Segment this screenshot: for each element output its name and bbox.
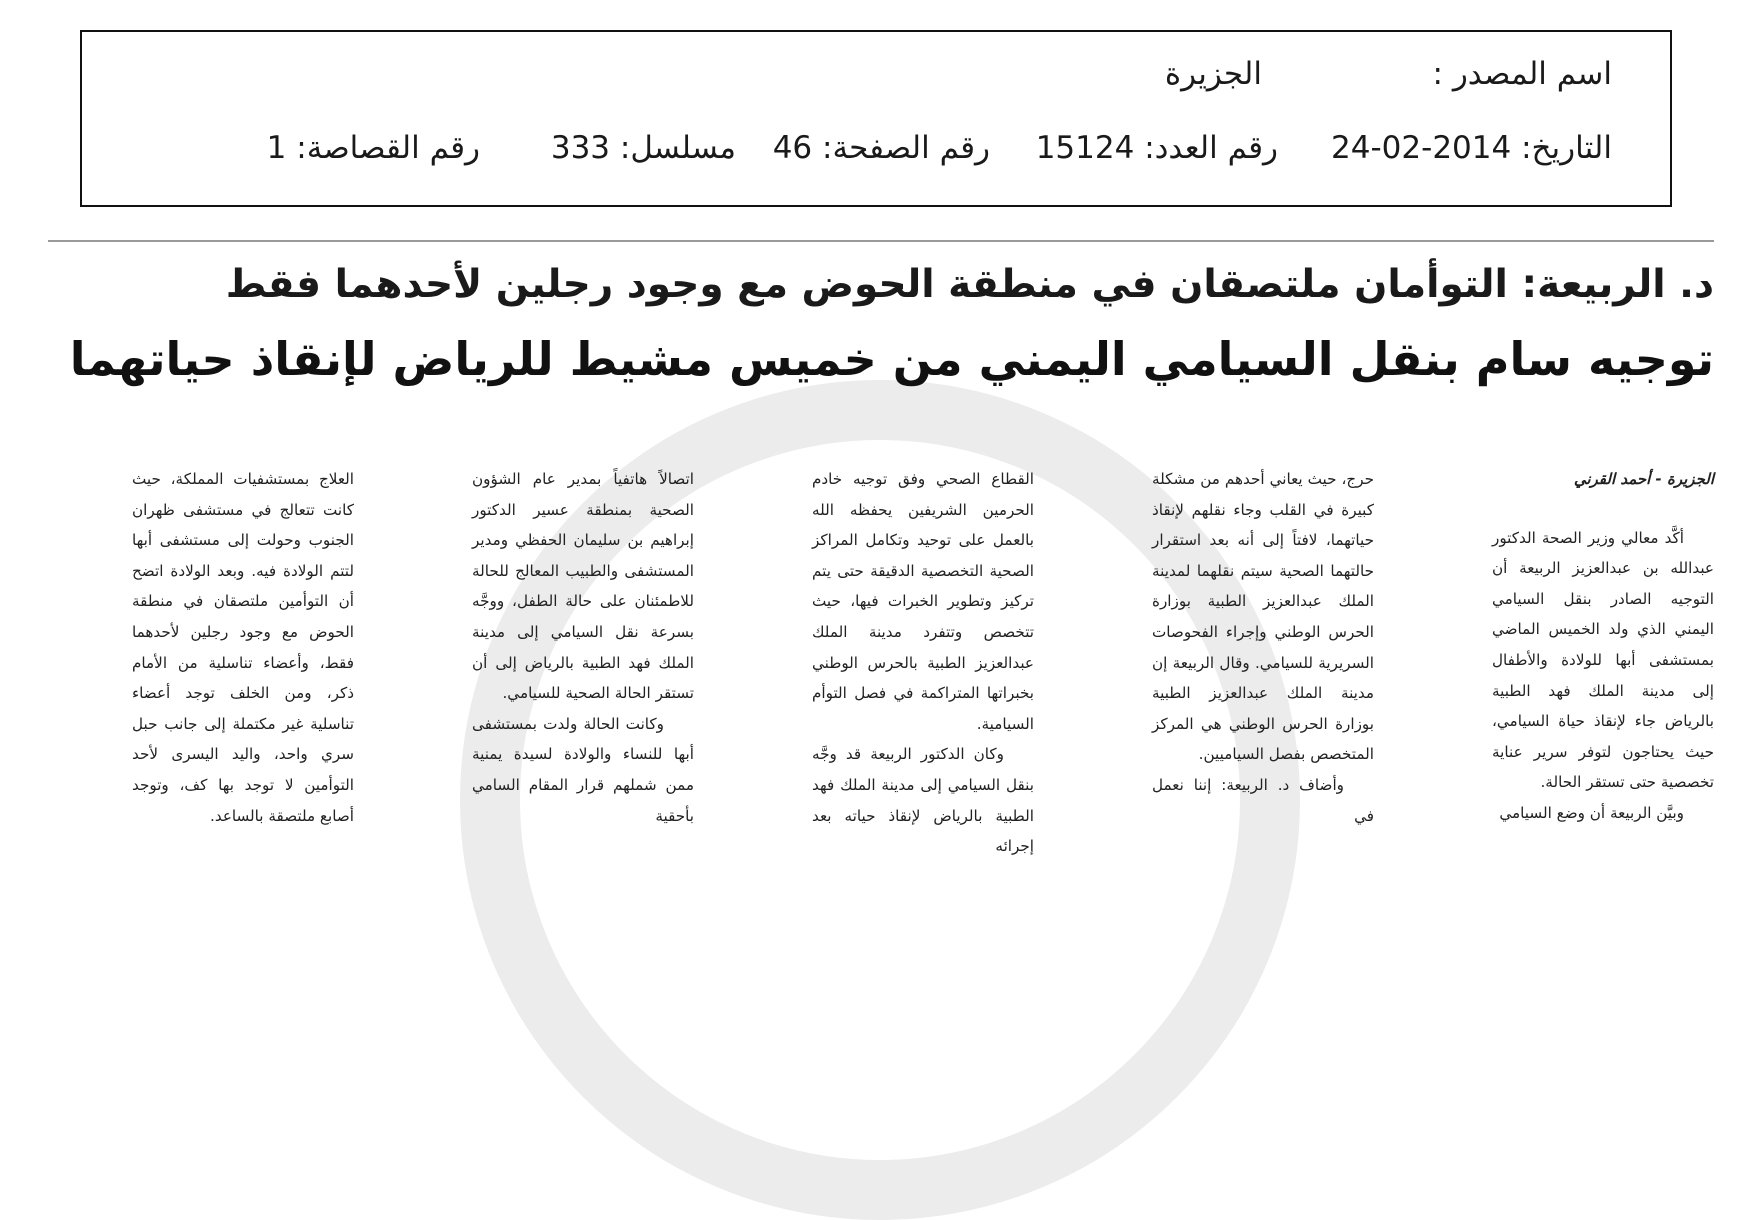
article-column-2 bbox=[1152, 464, 1374, 831]
page-value: 46 bbox=[772, 130, 813, 166]
column-paragraph: وأضاف د. الربيعة: إننا نعمل في bbox=[1152, 775, 1374, 825]
serial-label: مسلسل: bbox=[619, 130, 736, 166]
issue-field bbox=[1036, 130, 1278, 166]
date-label: التاريخ: bbox=[1521, 130, 1612, 166]
article-subheadline: د. الربيعة: التوأمان ملتصقان في منطقة الحوض مع وجود رجلين لأحدهما فقط bbox=[225, 262, 1714, 307]
clip-field bbox=[267, 130, 480, 166]
clip-value: 1 bbox=[266, 130, 287, 166]
separator-line bbox=[48, 240, 1714, 242]
column-paragraph: وبيَّن الربيعة أن وضع السيامي bbox=[1499, 803, 1684, 822]
clipping-metadata-box bbox=[80, 30, 1672, 207]
column-paragraph: العلاج بمستشفيات المملكة، حيث كانت تتعالج في مستشفى ظهران الجنوب وحولت إلى مستشفى أبها لتتم الولادة فيه. وبعد الولادة اتضح أن التوأمين ملتصقان في منطقة الحوض مع وجود رجلين لأحدهما فقط، وأعضاء تناسلية من الأمام ذكر، ومن الخلف توجد أعضاء تناسلية غير مكتملة إلى جانب حبل سري واحد، واليد اليسرى لأحد التوأمين لا توجد بها كف، وتوجد أصابع ملتصقة بالساعد. bbox=[132, 470, 354, 825]
issue-value: 15124 bbox=[1035, 130, 1135, 166]
article-column-4 bbox=[472, 464, 694, 831]
date-value: 2014-02-24 bbox=[1331, 130, 1512, 166]
column-paragraph: القطاع الصحي وفق توجيه خادم الحرمين الشريفين يحفظه الله بالعمل على توحيد وتكامل المراكز الصحية التخصصية الدقيقة حتى يتم تركيز وتطوير الخبرات فيها، حيث تتخصص وتتفرد مدينة الملك عبدالعزيز الطبية بالحرس الوطني بخبراتها المتراكمة في فصل التوأم السيامية. bbox=[812, 470, 1034, 733]
column-paragraph: وكانت الحالة ولدت بمستشفى أبها للنساء والولادة لسيدة يمنية ممن شملهم قرار المقام السامي بأحقية bbox=[472, 714, 694, 825]
article-column-3 bbox=[812, 464, 1034, 862]
clip-label: رقم القصاصة: bbox=[296, 130, 480, 166]
page-field bbox=[773, 130, 990, 166]
article-byline: الجزيرة - أحمد القرني bbox=[1573, 470, 1714, 488]
column-paragraph: أكَّد معالي وزير الصحة الدكتور عبدالله بن عبدالعزيز الربيعة أن التوجيه الصادر بنقل السيامي اليمني الذي ولد الخميس الماضي بمستشفى أبها للولادة والأطفال إلى مدينة الملك فهد الطبية بالرياض جاء لإنقاذ حياة السيامي، حيث يحتاجون لتوفر سرير عناية تخصصية حتى تستقر الحالة. bbox=[1492, 528, 1714, 792]
date-field bbox=[1331, 130, 1612, 166]
column-paragraph: اتصالاً هاتفياً بمدير عام الشؤون الصحية بمنطقة عسير الدكتور إبراهيم بن سليمان الحفظي ومدير المستشفى والطبيب المعالج للحالة للاطمئنان على حالة الطفل، ووجَّه بسرعة نقل السيامي إلى مدينة الملك فهد الطبية بالرياض إلى أن تستقر الحالة الصحية للسيامي. bbox=[472, 470, 694, 703]
article-headline: توجيه سام بنقل السيامي اليمني من خميس مشيط للرياض لإنقاذ حياتهما bbox=[69, 332, 1714, 386]
source-value: الجزيرة bbox=[1164, 56, 1262, 92]
serial-value: 333 bbox=[550, 130, 611, 166]
column-paragraph: وكان الدكتور الربيعة قد وجَّه بنقل السيامي إلى مدينة الملك فهد الطبية بالرياض لإنقاذ حياته بعد إجرائه bbox=[812, 745, 1034, 856]
serial-field bbox=[551, 130, 736, 166]
news-article bbox=[48, 250, 1714, 856]
article-column-1 bbox=[1492, 464, 1714, 829]
article-column-5 bbox=[132, 464, 354, 831]
column-paragraph: حرج، حيث يعاني أحدهم من مشكلة كبيرة في القلب وجاء نقلهم لإنقاذ حياتهما، لافتاً إلى أنه بعد استقرار حالتهما الصحية سيتم نقلهما لمدينة الملك عبدالعزيز الطبية بوزارة الحرس الوطني وإجراء الفحوصات السريرية للسيامي. وقال الربيعة إن مدينة الملك عبدالعزيز الطبية بوزارة الحرس الوطني هي المركز المتخصص بفصل السياميين. bbox=[1152, 470, 1374, 764]
issue-label: رقم العدد: bbox=[1144, 130, 1278, 166]
source-label: اسم المصدر : bbox=[1432, 56, 1612, 92]
page-label: رقم الصفحة: bbox=[822, 130, 990, 166]
